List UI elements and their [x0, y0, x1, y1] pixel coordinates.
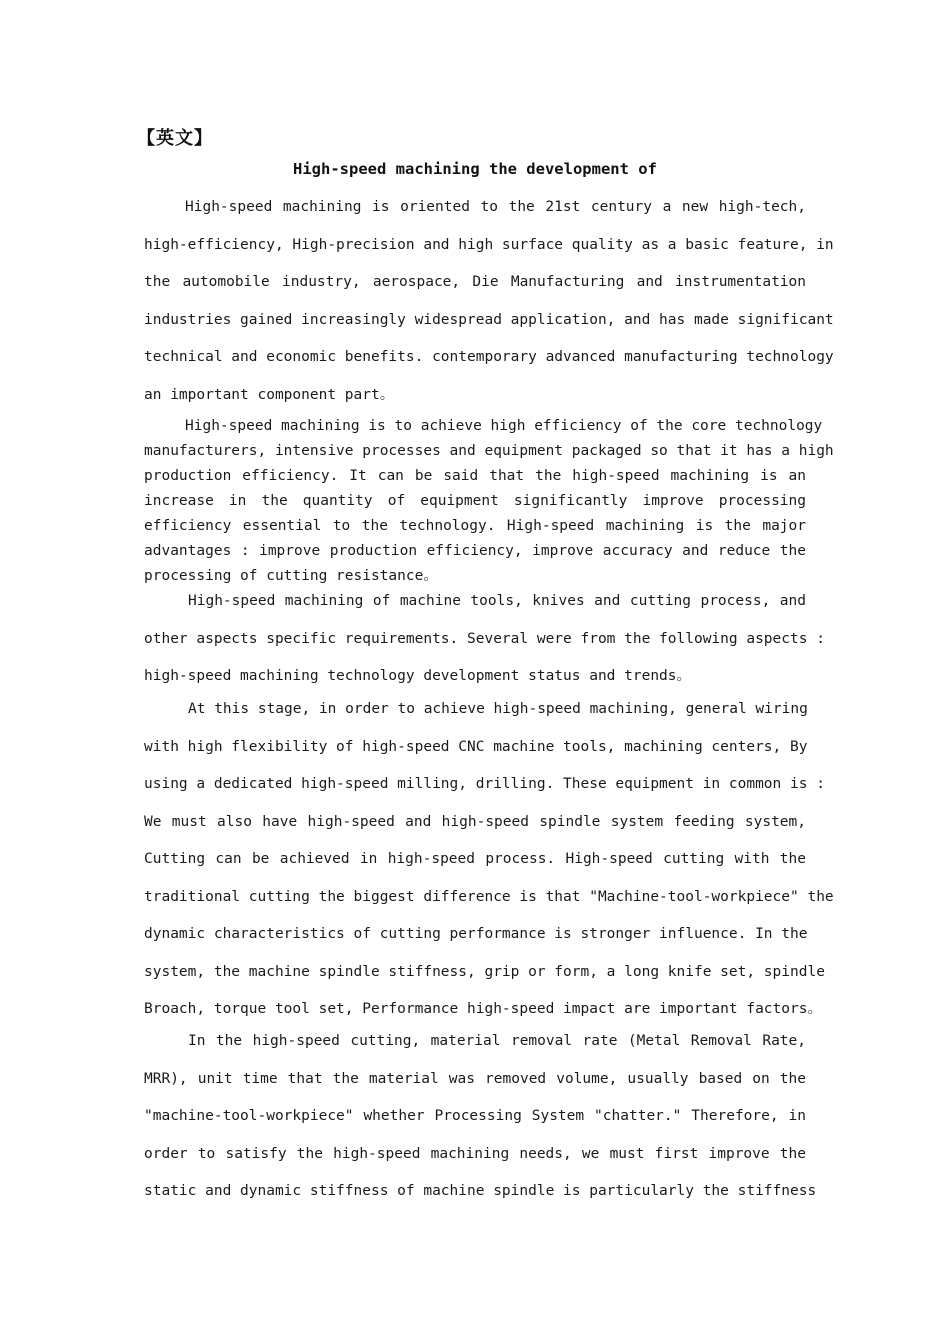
- paragraph-line: MRR), unit time that the material was removed volume, usually based on the: [144, 1070, 806, 1087]
- paragraph-line: with high flexibility of high-speed CNC machine tools, machining centers, By: [144, 738, 808, 755]
- paragraph-line: manufacturers, intensive processes and equipment packaged so that it has a high: [144, 443, 834, 459]
- paragraph-1: [144, 196, 834, 421]
- paragraph-line: system, the machine spindle stiffness, grip or form, a long knife set, spindle: [144, 963, 825, 980]
- paragraph-4: [144, 698, 834, 1036]
- paragraph-line: Broach, torque tool set, Performance high-speed impact are important factors。: [144, 1001, 822, 1017]
- paragraph-2: [144, 415, 834, 590]
- paragraph-line: using a dedicated high-speed milling, drilling. These equipment in common is :: [144, 776, 825, 792]
- paragraph-line: Cutting can be achieved in high-speed process. High-speed cutting with the: [144, 851, 806, 867]
- paragraph-line: an important component part。: [144, 386, 395, 403]
- paragraph-line: increase in the quantity of equipment significantly improve processing: [144, 493, 806, 509]
- document-title: High-speed machining the development of: [293, 160, 657, 178]
- paragraph-5: [144, 1030, 817, 1218]
- paragraph-line: "machine-tool-workpiece" whether Processing System "chatter." Therefore, in: [144, 1108, 806, 1124]
- paragraph-line: the automobile industry, aerospace, Die Manufacturing and instrumentation: [144, 274, 806, 290]
- paragraph-3: [144, 590, 825, 703]
- paragraph-line: advantages : improve production efficiency, improve accuracy and reduce the: [144, 543, 806, 559]
- paragraph-line: We must also have high-speed and high-speed spindle system feeding system,: [144, 813, 806, 830]
- paragraph-line: At this stage, in order to achieve high-speed machining, general wiring: [188, 701, 808, 717]
- paragraph-line: High-speed machining is to achieve high efficiency of the core technology: [185, 418, 823, 434]
- paragraph-line: High-speed machining is oriented to the 21st century a new high-tech,: [185, 199, 806, 215]
- paragraph-line: high-efficiency, High-precision and high surface quality as a basic feature, in: [144, 236, 834, 253]
- paragraph-line: other aspects specific requirements. Several were from the following aspects :: [144, 630, 825, 647]
- paragraph-line: static and dynamic stiffness of machine spindle is particularly the stiffness: [144, 1183, 817, 1199]
- paragraph-line: high-speed machining technology development status and trends。: [144, 668, 692, 684]
- paragraph-line: High-speed machining of machine tools, knives and cutting process, and: [188, 593, 806, 609]
- paragraph-line: In the high-speed cutting, material removal rate (Metal Removal Rate,: [188, 1033, 806, 1049]
- paragraph-line: production efficiency. It can be said that the high-speed machining is an: [144, 468, 806, 484]
- paragraph-line: order to satisfy the high-speed machining needs, we must first improve the: [144, 1145, 806, 1162]
- section-label: 【英文】: [137, 128, 213, 149]
- paragraph-line: industries gained increasingly widespread application, and has made significant: [144, 311, 834, 328]
- paragraph-line: traditional cutting the biggest difference is that "Machine-tool-workpiece" the: [144, 888, 834, 905]
- paragraph-line: dynamic characteristics of cutting performance is stronger influence. In the: [144, 926, 808, 942]
- paragraph-line: technical and economic benefits. contemporary advanced manufacturing technology: [144, 349, 834, 365]
- paragraph-line: processing of cutting resistance。: [144, 568, 438, 584]
- paragraph-line: efficiency essential to the technology. High-speed machining is the major: [144, 518, 806, 534]
